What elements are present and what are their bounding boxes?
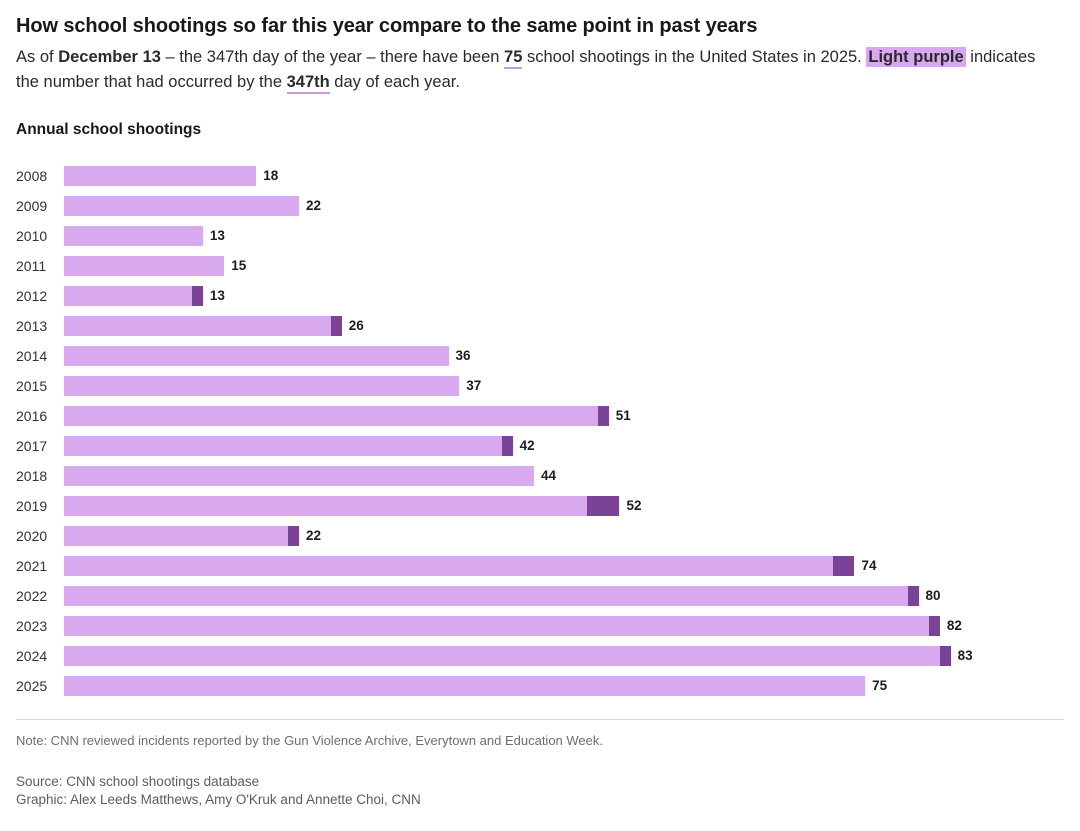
day-347-marker [288,526,299,546]
row-year-label: 2021 [16,557,48,574]
row-bar-area [64,281,1064,311]
bar [64,286,203,306]
dek-part-1: As of [16,48,59,66]
chart-source: Source: CNN school shootings database [16,773,260,789]
row-bar-area [64,581,1064,611]
row-bar-area [64,251,1064,281]
row-bar-area [64,191,1064,221]
bar [64,316,342,336]
row-bar-area [64,311,1064,341]
bar-wrapper [64,616,962,636]
row-bar-area [64,551,1064,581]
bar [64,556,854,576]
row-bar-area [64,671,1064,701]
dek-date: December 13 [58,48,161,66]
bar-wrapper [64,226,225,246]
row-year-label: 2010 [16,227,48,244]
bar [64,376,459,396]
chart-row [16,581,1064,611]
chart-row [16,521,1064,551]
dek-highlight-legend: Light purple [868,48,964,66]
bar-value-label: 51 [615,407,631,423]
bar-value-label: 42 [519,437,535,453]
chart-row [16,641,1064,671]
bar-value-label: 74 [861,557,877,573]
bar-wrapper [64,436,535,456]
bar-value-label: 26 [348,317,364,333]
day-347-marker [587,496,619,516]
bar [64,466,534,486]
row-bar-area [64,641,1064,671]
day-347-marker [929,616,940,636]
dek-part-2: – the 347th day of the year – there have been [160,48,505,66]
bar-value-label: 37 [466,377,482,393]
row-year-label: 2025 [16,677,48,694]
bar-value-label: 15 [231,257,247,273]
row-year-label: 2024 [16,647,48,664]
bar-value-label: 52 [626,497,642,513]
bar-wrapper [64,406,631,426]
chart-row [16,611,1064,641]
bar-wrapper [64,526,321,546]
bar [64,406,609,426]
chart-row [16,311,1064,341]
bar-wrapper [64,286,225,306]
bar-wrapper [64,346,471,366]
chart-row [16,251,1064,281]
chart-row [16,341,1064,371]
chart-row [16,371,1064,401]
bar-wrapper [64,256,246,276]
bar-wrapper [64,496,641,516]
day-347-marker [908,586,919,606]
bar [64,676,865,696]
row-year-label: 2012 [16,287,48,304]
bar [64,166,256,186]
bar-wrapper [64,646,973,666]
chart-row [16,221,1064,251]
chart-row [16,461,1064,491]
day-347-marker [598,406,609,426]
row-year-label: 2009 [16,197,48,214]
bar [64,196,299,216]
row-bar-area [64,521,1064,551]
dek-part-5: day of each year. [329,72,460,91]
bar-value-label: 13 [209,227,225,243]
bar-wrapper [64,196,321,216]
dek-day: 347th [287,73,330,94]
bar [64,256,224,276]
day-347-marker [502,436,513,456]
row-year-label: 2014 [16,347,48,364]
row-year-label: 2011 [16,257,47,274]
bar-value-label: 13 [209,287,225,303]
row-bar-area [64,431,1064,461]
bar-wrapper [64,586,941,606]
chart-subtitle: Annual school shootings [16,120,202,138]
row-year-label: 2017 [16,437,48,454]
bar-value-label: 82 [946,617,962,633]
day-347-marker [331,316,342,336]
bar-chart [16,161,1064,701]
row-bar-area [64,371,1064,401]
bar-wrapper [64,556,876,576]
chart-row [16,671,1064,701]
row-year-label: 2019 [16,497,48,514]
bar-value-label: 83 [957,647,973,663]
row-bar-area [64,611,1064,641]
bar-value-label: 22 [306,197,322,213]
bar-wrapper [64,166,278,186]
row-year-label: 2015 [16,377,48,394]
bar [64,616,940,636]
day-347-marker [833,556,854,576]
chart-row [16,281,1064,311]
bar-wrapper [64,316,364,336]
chart-description [16,45,1062,95]
bar [64,436,513,456]
day-347-marker [192,286,203,306]
bar-wrapper [64,376,481,396]
row-bar-area [64,221,1064,251]
chart-row [16,161,1064,191]
chart-row [16,191,1064,221]
chart-row [16,431,1064,461]
day-347-marker [940,646,951,666]
row-bar-area [64,161,1064,191]
row-year-label: 2020 [16,527,48,544]
bar [64,586,919,606]
dek-count: 75 [504,48,522,69]
bar-value-label: 22 [306,527,322,543]
page-title: How school shootings so far this year compare to the same point in past years [16,15,758,37]
row-bar-area [64,461,1064,491]
bar-value-label: 80 [925,587,941,603]
row-year-label: 2018 [16,467,48,484]
row-year-label: 2023 [16,617,48,634]
bar-wrapper [64,466,556,486]
chart-note: Note: CNN reviewed incidents reported by the Gun Violence Archive, Everytown and Education Week. [16,732,603,748]
row-year-label: 2013 [16,317,48,334]
chart-footer [16,719,1064,807]
row-bar-area [64,491,1064,521]
row-year-label: 2022 [16,587,48,604]
row-year-label: 2016 [16,407,48,424]
chart-credit: Graphic: Alex Leeds Matthews, Amy O'Kruk and Annette Choi, CNN [16,791,421,807]
chart-row [16,401,1064,431]
bar [64,646,951,666]
chart-row [16,491,1064,521]
row-bar-area [64,401,1064,431]
bar [64,226,203,246]
bar-value-label: 18 [263,167,279,183]
bar [64,346,449,366]
bar-wrapper [64,676,887,696]
bar-value-label: 36 [455,347,471,363]
row-bar-area [64,341,1064,371]
dek-part-3: school shootings in the United States in 2025. [522,48,867,66]
dek-part-4: indicates the number that had occurred by the [16,48,1036,91]
bar-value-label: 44 [541,467,557,483]
bar-value-label: 75 [872,677,888,693]
bar [64,526,299,546]
bar [64,496,619,516]
row-year-label: 2008 [16,167,48,184]
chart-row [16,551,1064,581]
